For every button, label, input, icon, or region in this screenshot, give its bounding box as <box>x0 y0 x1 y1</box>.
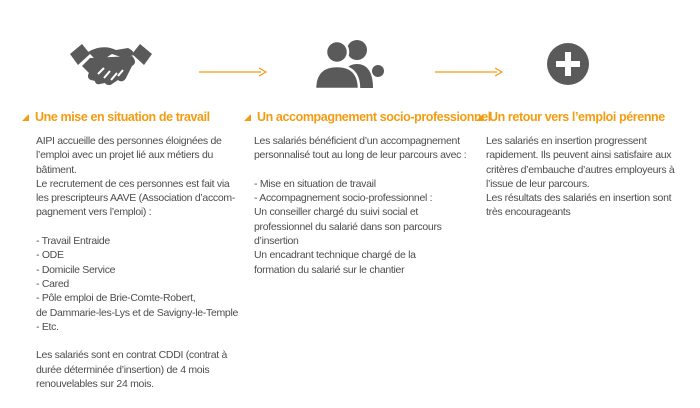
step-title: Un accompagnement socio-professionnel <box>257 110 491 124</box>
triangle-bullet-icon <box>244 114 251 121</box>
arrow-right-icon <box>199 67 267 77</box>
step-column <box>476 110 696 220</box>
people-icon <box>311 38 387 90</box>
step-title: Une mise en situation de travail <box>35 110 210 124</box>
handshake-icon <box>68 38 154 88</box>
triangle-bullet-icon <box>476 114 483 121</box>
step-heading <box>476 110 696 124</box>
step-title: Un retour vers l’emploi pérenne <box>489 110 665 124</box>
step-body: Les salariés en insertion progressent rapidement. Ils peuvent ainsi satisfaire aux critères d’embauche d’autres employeurs à l’issue de leur parcours. Les résultats des salariés en insertion sont très encourageants <box>486 135 675 219</box>
plus-circle-icon <box>546 42 590 86</box>
step-heading <box>244 110 491 124</box>
arrow-right-icon <box>435 67 503 77</box>
step-body: Les salariés bénéficient d’un accompagnement personnalisé tout au long de leur parcours avec : - Mise en situation de travail - Accompagnement socio-professionnel : Un conseiller chargé du suivi social et professionnel du salarié dans son parcours d’insertion Un encadrant technique chargé de la formation du salarié sur le chantier <box>254 135 467 276</box>
step-heading <box>22 110 242 124</box>
triangle-bullet-icon <box>22 114 29 121</box>
step-column <box>244 110 491 277</box>
step-column <box>22 110 242 391</box>
step-body: AIPI accueille des personnes éloignées de l’emploi avec un projet lié aux métiers du bâtiment. Le recrutement de ces personnes est fait via les prescripteurs AAVE (Association d’accom- pagnement vers l’emploi) : - Travail Entraide - ODE - Domicile Service - Cared - Pôle emploi de Brie-Comte-Robert, de Dammarie-les-Lys et de Savigny-le-Temple - Etc. Les salariés sont en contrat CDDI (contrat à durée déterminée d’insertion) de 4 mois renouvelables sur 24 mois. <box>36 135 239 391</box>
